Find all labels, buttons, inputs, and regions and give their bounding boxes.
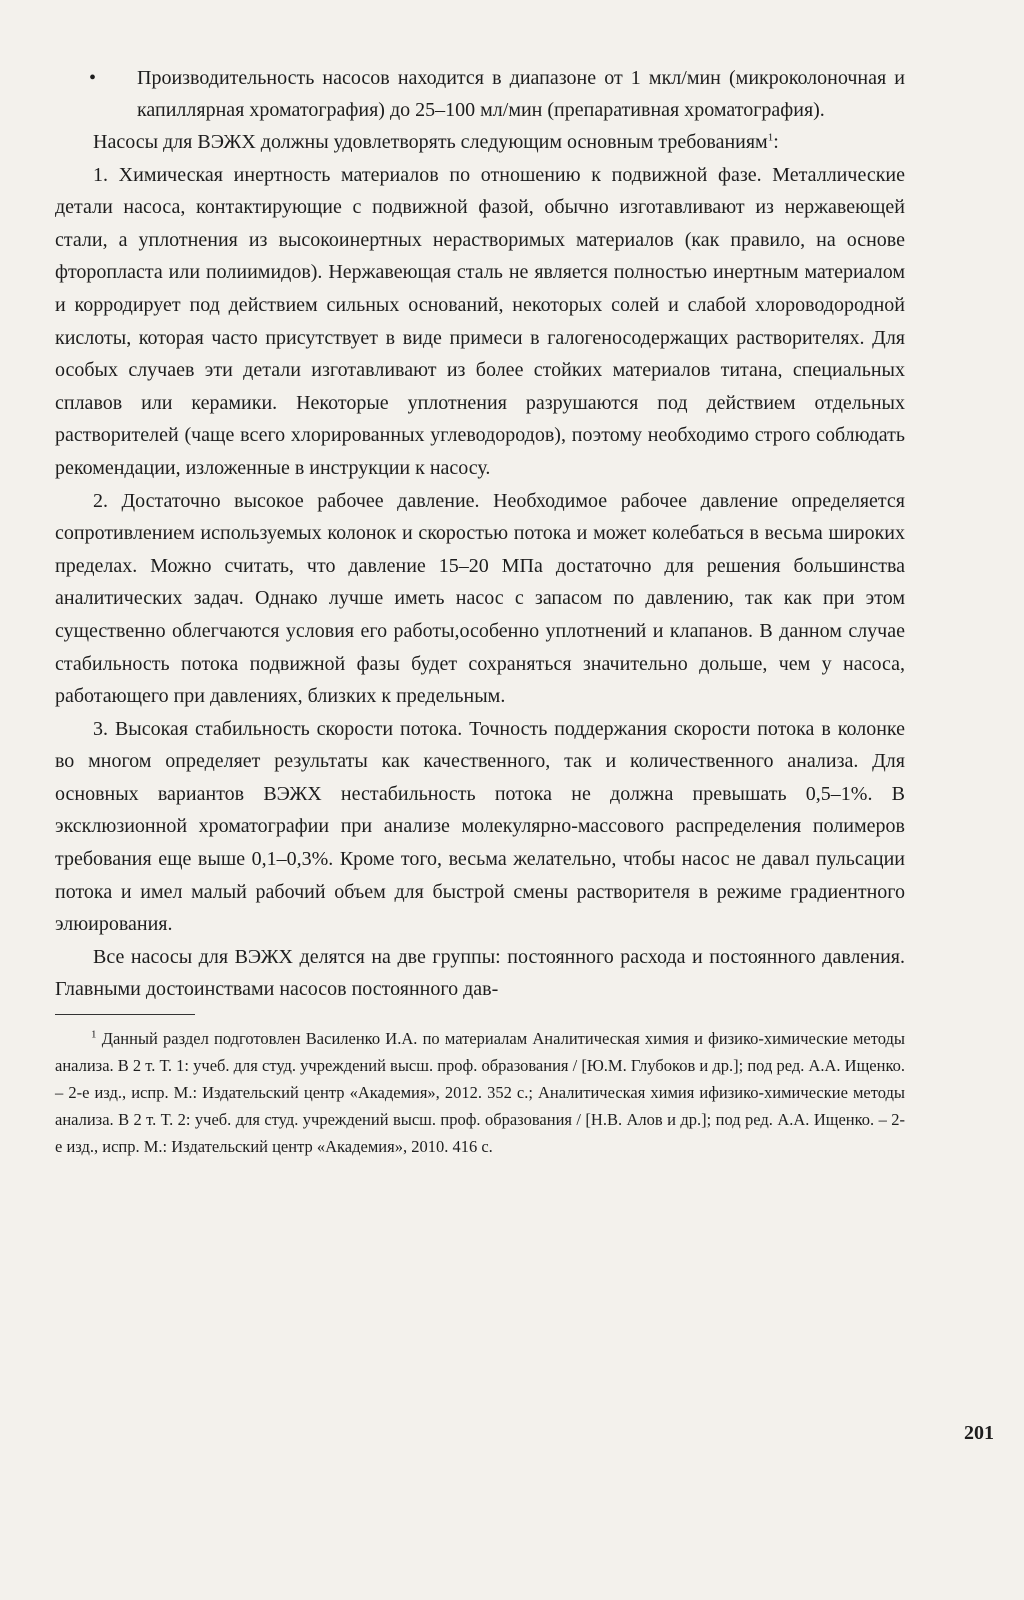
- footnote-text: Данный раздел подготовлен Василенко И.А. по материалам Аналитическая химия и физико-химические методы анализа. В 2 т. Т. 1: учеб. для студ. учреждений высш. проф. образования / [Ю.М. Глубоков и др.]; под ред. А.А. Ищенко. – 2-е изд., испр. М.: Издательский центр «Академия», 2012. 352 с.; Аналитическая химия ифизико-химические методы анализа. В 2 т. Т. 2: учеб. для студ. учреждений высш. проф. образования / [Н.В. Алов и др.]; под ред. А.А. Ищенко. – 2-е изд., испр. М.: Издательский центр «Академия», 2010. 416 с.: [55, 1029, 905, 1157]
- paragraph-pump-groups: Все насосы для ВЭЖХ делятся на две группы: постоянного расхода и постоянного давления. Главными достоинствами насосов постоянного дав-: [55, 945, 905, 1001]
- bullet-text: Производительность насосов находится в диапазоне от 1 мкл/мин (микроколоночная и капиллярная хроматография) до 25–100 мл/мин (препаративная хроматография).: [137, 67, 905, 121]
- intro-tail: :: [773, 131, 779, 153]
- book-page: [55, 62, 905, 1562]
- paragraph-requirement-3: 3. Высокая стабильность скорости потока. Точность поддержания скорости потока в колонке во многом определяет результаты как качественного, так и количественного анализа. Для основных вариантов ВЭЖХ нестабильность потока не должна превышать 0,5–1%. В эксклюзионной хроматографии при анализе молекулярно-массового распределения полимеров требования еще выше 0,1–0,3%. Кроме того, весьма желательно, чтобы насос не давал пульсации потока и имел малый рабочий объем для быстрой смены растворителя в режиме градиентного элюирования.: [55, 717, 905, 936]
- bullet-marker: •: [89, 67, 97, 89]
- footnote-separator: [55, 1014, 195, 1015]
- paragraph-requirement-2: 2. Достаточно высокое рабочее давление. Необходимое рабочее давление определяется сопротивлением используемых колонок и скоростью потока и может колебаться в весьма широких пределах. Можно считать, что давление 15–20 МПа достаточно для решения большинства аналитических задач. Однако лучше иметь насос с запасом по давлению, так как при этом существенно облегчаются условия его работы,особенно уплотнений и клапанов. В данном случае стабильность потока подвижной фазы будет сохраняться значительно дольше, чем у насоса, работающего при давлениях, близких к предельным.: [55, 489, 905, 708]
- footnote: [55, 1025, 905, 1160]
- footnote-mark: 1: [91, 1028, 97, 1041]
- footnote-reference: 1: [767, 131, 774, 144]
- intro-paragraph: [55, 126, 905, 159]
- bullet-item: [89, 62, 905, 126]
- page-number: 201: [964, 1422, 994, 1444]
- intro-text: Насосы для ВЭЖХ должны удовлетворять следующим основным требованиям: [93, 131, 768, 153]
- paragraph-requirement-1: 1. Химическая инертность материалов по отношению к подвижной фазе. Металлические детали насоса, контактирующие с подвижной фазой, обычно изготавливают из нержавеющей стали, а уплотнения из высокоинертных нерастворимых материалов (как правило, на основе фторопласта или полиимидов). Нержавеющая сталь не является полностью инертным материалом и корродирует под действием сильных оснований, некоторых солей и слабой хлороводородной кислоты, которая часто присутствует в виде примеси в галогеносодержащих растворителях. Для особых случаев эти детали изготавливают из более стойких материалов титана, специальных сплавов или керамики. Некоторые уплотнения разрушаются под действием отдельных растворителей (чаще всего хлорированных углеводородов), поэтому необходимо строго соблюдать рекомендации, изложенные в инструкции к насосу.: [55, 163, 905, 479]
